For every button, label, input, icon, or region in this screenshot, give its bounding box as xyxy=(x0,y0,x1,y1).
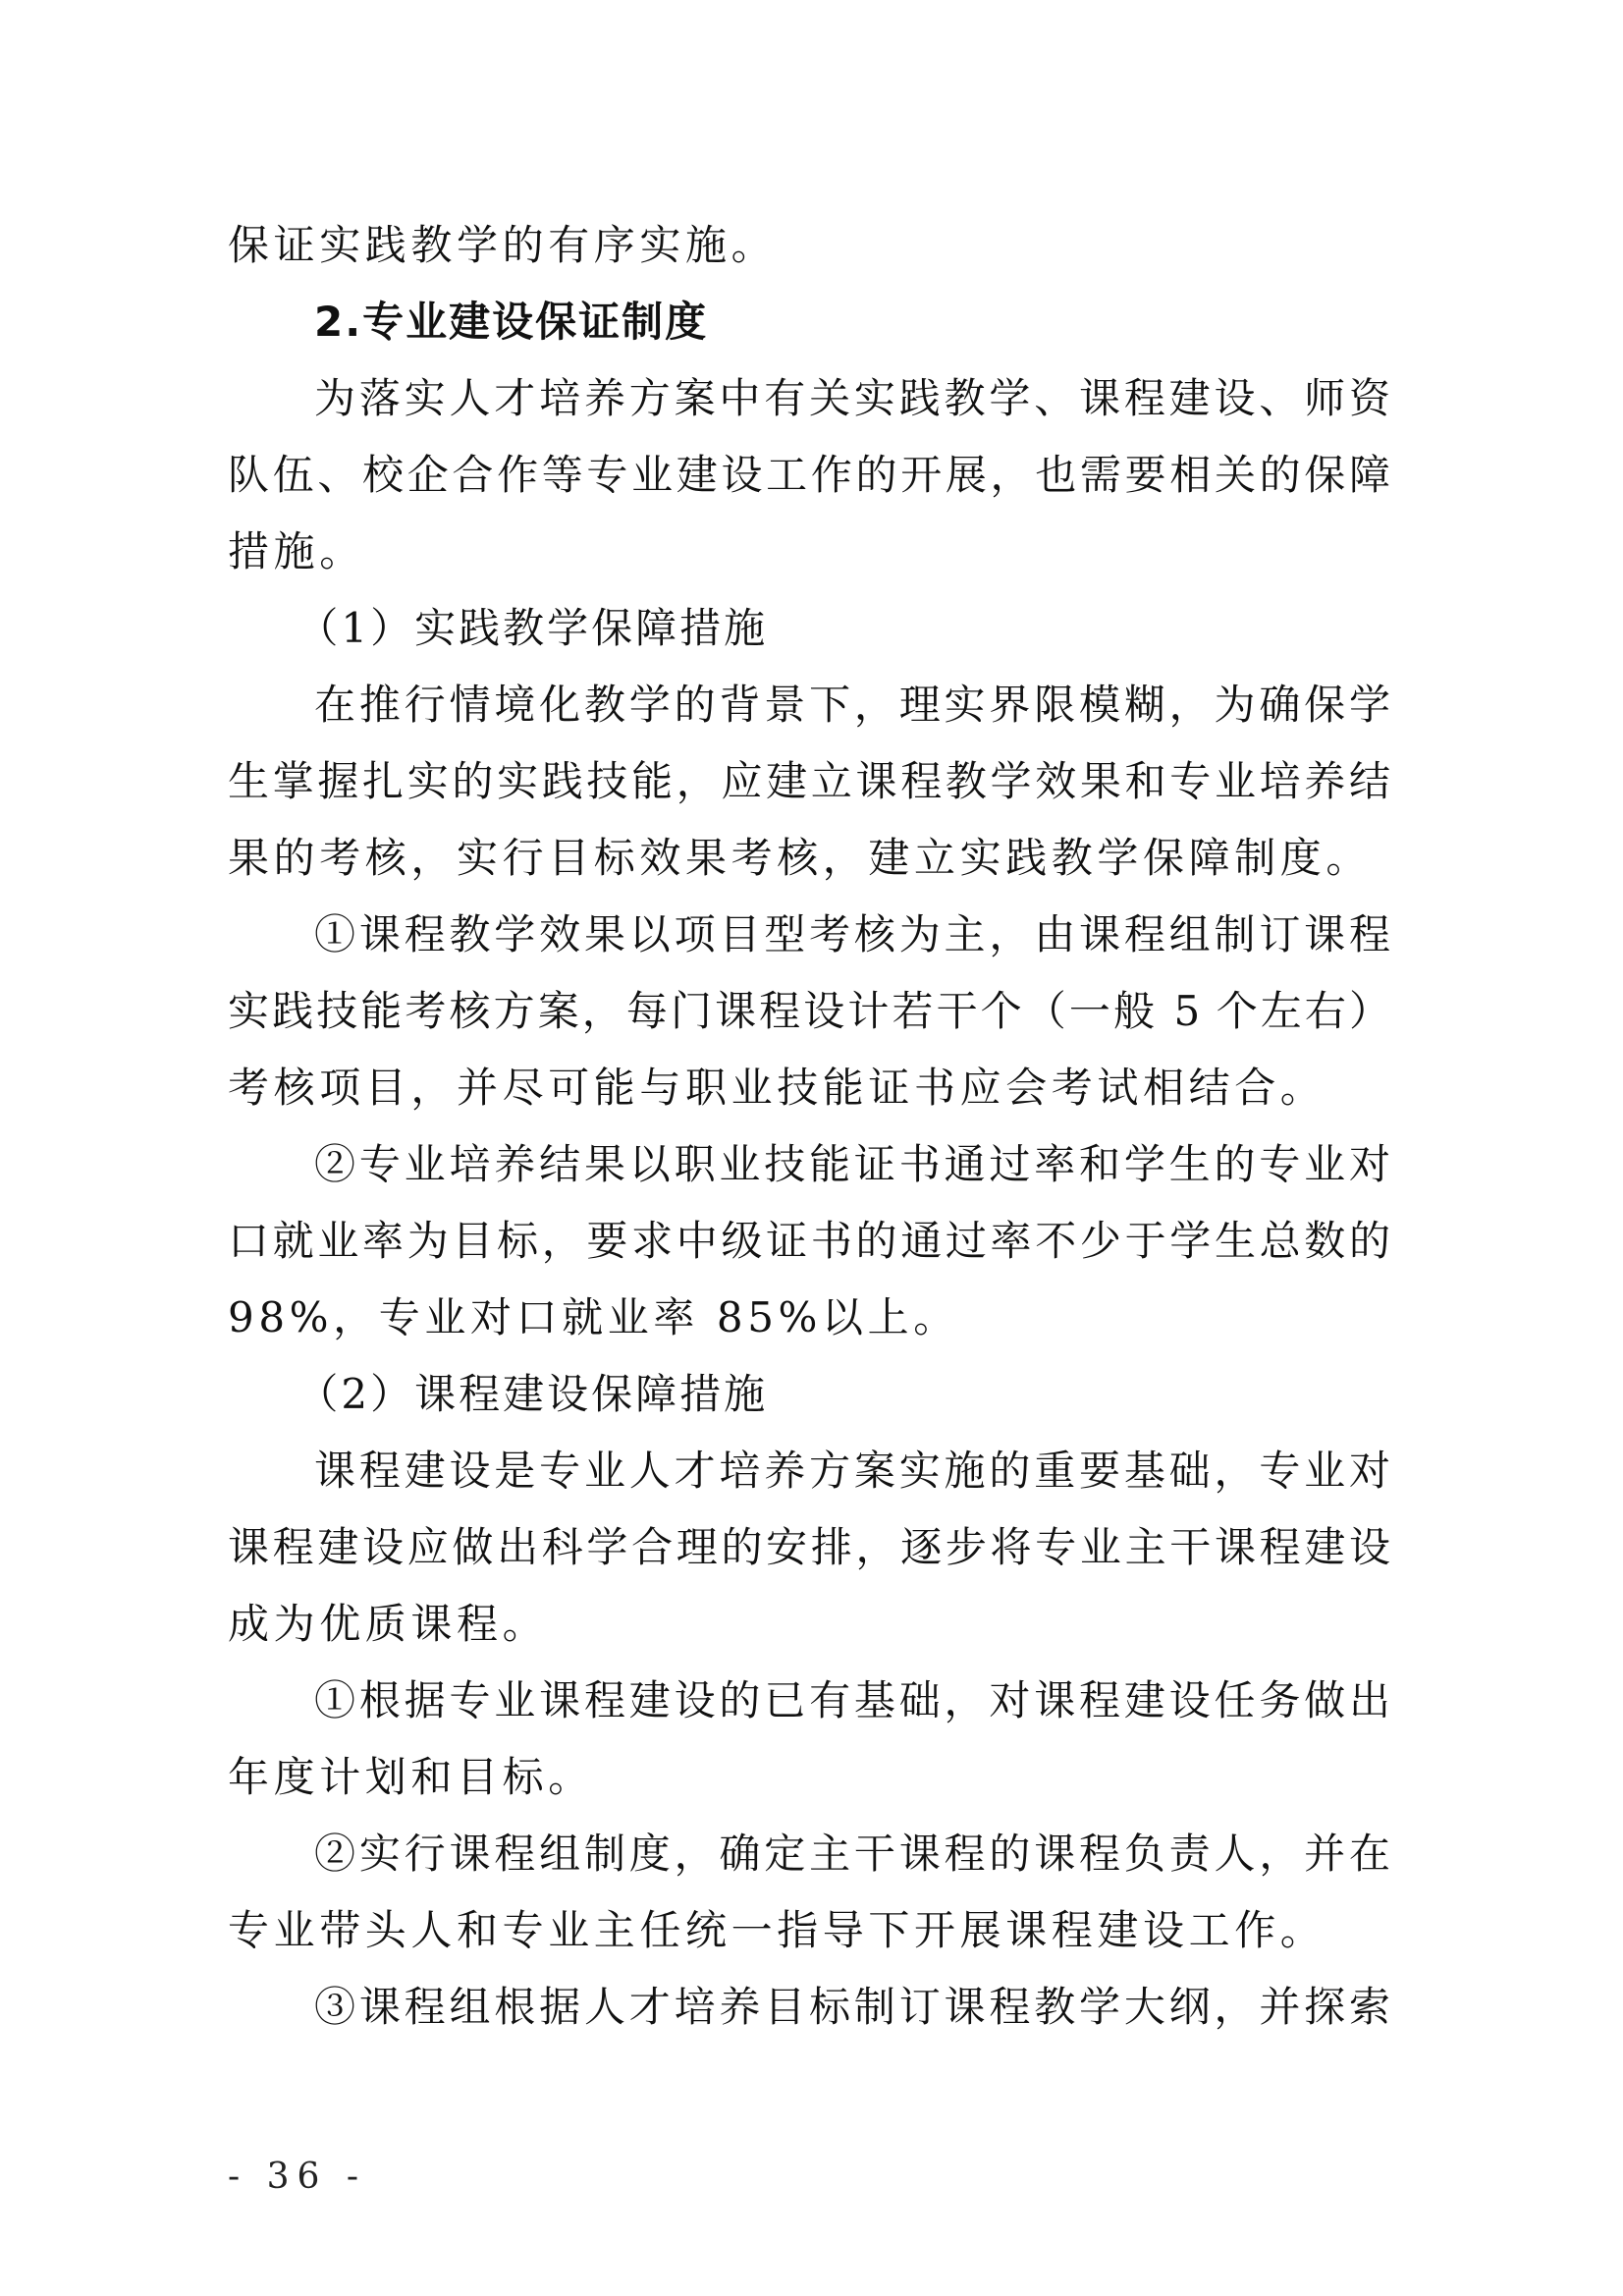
text-line: 在推行情境化教学的背景下，理实界限模糊，为确保学 xyxy=(314,681,1390,729)
section-heading: 2.专业建设保证制度 xyxy=(314,298,709,346)
text-line: 生掌握扎实的实践技能，应建立课程教学效果和专业培养结 xyxy=(228,757,1390,805)
subsection-heading: （1）实践教学保障措施 xyxy=(297,604,769,652)
text-line: ①根据专业课程建设的已有基础，对课程建设任务做出 xyxy=(314,1676,1390,1724)
text-line: 专业带头人和专业主任统一指导下开展课程建设工作。 xyxy=(228,1906,1326,1954)
text-line: 成为优质课程。 xyxy=(228,1600,549,1648)
text-line: ②专业培养结果以职业技能证书通过率和学生的专业对 xyxy=(314,1140,1390,1188)
text-line: ③课程组根据人才培养目标制订课程教学大纲，并探索 xyxy=(314,1983,1390,2031)
subsection-heading: （2）课程建设保障措施 xyxy=(297,1370,769,1418)
text-line: 考核项目，并尽可能与职业技能证书应会考试相结合。 xyxy=(228,1064,1326,1112)
text-line: 口就业率为目标，要求中级证书的通过率不少于学生总数的 xyxy=(228,1217,1390,1265)
text-line: 队伍、校企合作等专业建设工作的开展，也需要相关的保障 xyxy=(228,451,1390,499)
text-line: 为落实人才培养方案中有关实践教学、课程建设、师资 xyxy=(314,374,1390,422)
text-line: 课程建设是专业人才培养方案实施的重要基础，专业对 xyxy=(314,1447,1390,1495)
text-line: 保证实践教学的有序实施。 xyxy=(228,221,778,269)
text-line: 年度计划和目标。 xyxy=(228,1753,594,1801)
text-line: ②实行课程组制度，确定主干课程的课程负责人，并在 xyxy=(314,1830,1390,1878)
text-line: 果的考核，实行目标效果考核，建立实践教学保障制度。 xyxy=(228,834,1373,882)
text-line: 实践技能考核方案，每门课程设计若干个（一般 5 个左右） xyxy=(228,987,1390,1035)
text-line: 课程建设应做出科学合理的安排，逐步将专业主干课程建设 xyxy=(228,1523,1390,1571)
page-number: - 36 - xyxy=(228,2157,367,2197)
text-line: 措施。 xyxy=(228,527,365,575)
text-line: 98%，专业对口就业率 85%以上。 xyxy=(228,1293,959,1341)
text-line: ①课程教学效果以项目型考核为主，由课程组制订课程 xyxy=(314,910,1390,958)
body-text xyxy=(228,207,1390,2046)
